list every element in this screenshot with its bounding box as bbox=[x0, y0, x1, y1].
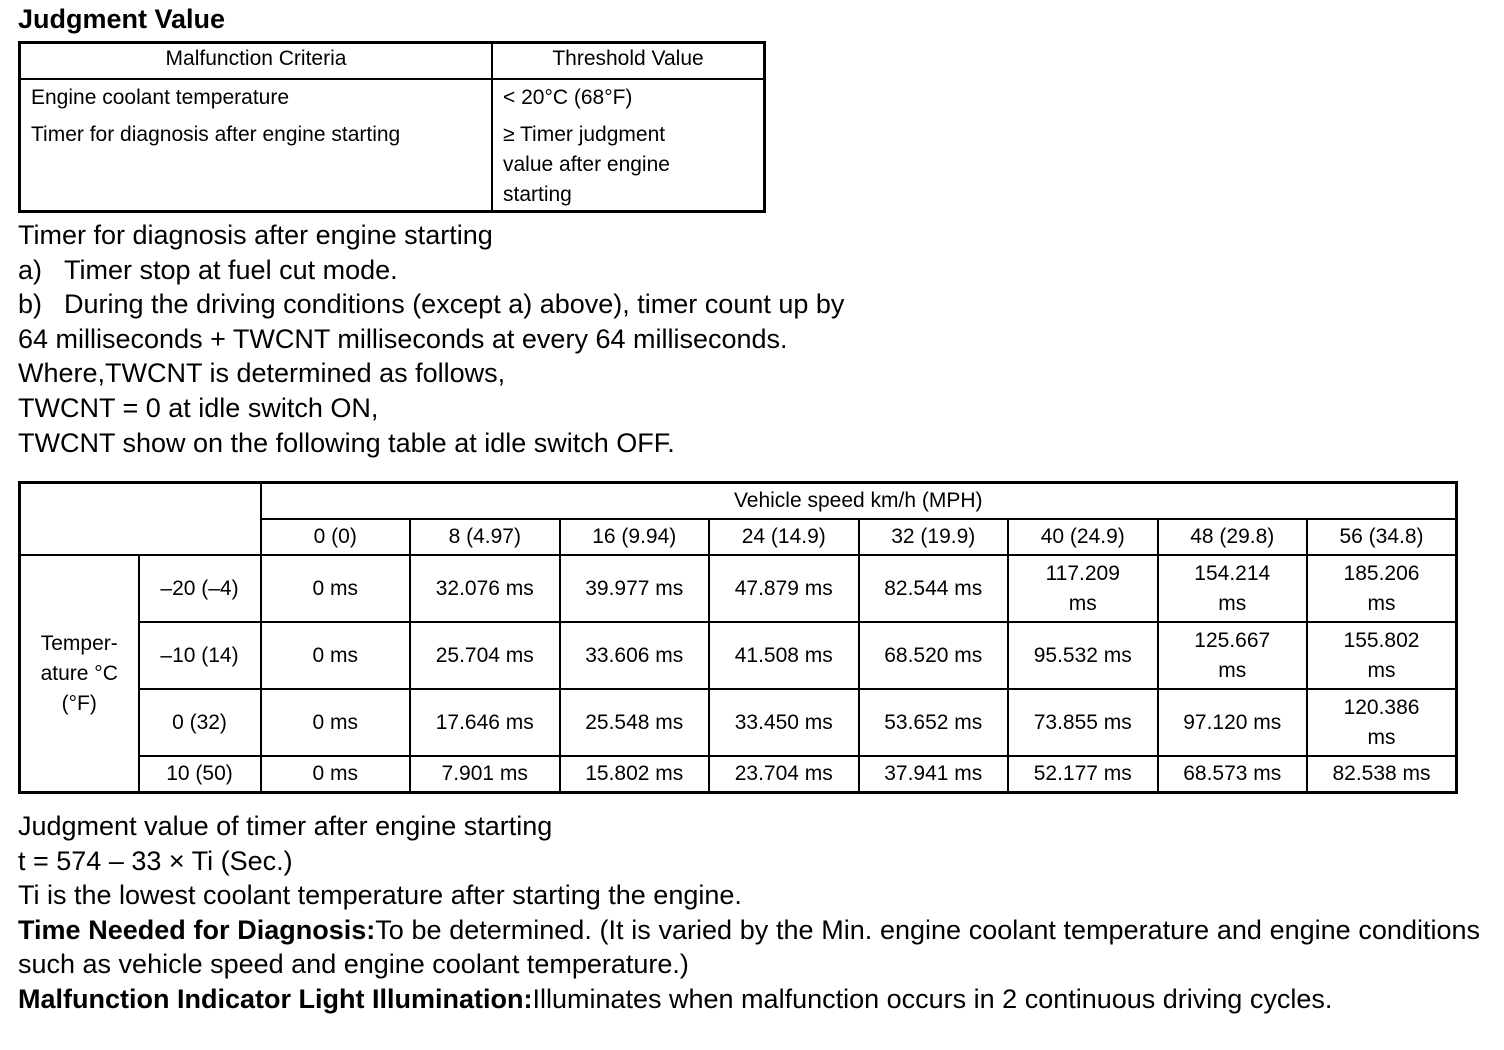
time-needed-text: To be determined. (It is varied by the Min. engine coolant temperature and engine conditions such as vehicle speed and engine coolant temperature.) bbox=[18, 914, 1480, 980]
value-cell: 47.879 ms bbox=[709, 555, 859, 622]
threshold-text: < 20°C (68°F) bbox=[503, 86, 633, 109]
criteria-table bbox=[18, 41, 766, 213]
list-text: Timer stop at fuel cut mode. bbox=[64, 254, 398, 285]
value-cell: 32.076 ms bbox=[410, 555, 560, 622]
value-cell: 0 ms bbox=[261, 622, 411, 689]
speed-cell: 8 (4.97) bbox=[410, 519, 560, 555]
corner-cell bbox=[20, 483, 261, 556]
speed-cell: 0 (0) bbox=[261, 519, 411, 555]
value-cell: 97.120 ms bbox=[1158, 689, 1308, 756]
criteria-cell bbox=[20, 79, 493, 212]
text-line: 64 milliseconds + TWCNT milliseconds at every 64 milliseconds. bbox=[18, 323, 788, 354]
criteria-header-row bbox=[20, 43, 765, 80]
judgment-section bbox=[18, 809, 1480, 1017]
temperature-cell: 0 (32) bbox=[139, 689, 261, 756]
temperature-header: Temper-ature °C (°F) bbox=[20, 555, 139, 793]
mil-label: Malfunction Indicator Light Illumination: bbox=[18, 983, 533, 1014]
temperature-cell: –20 (–4) bbox=[139, 555, 261, 622]
speed-cell: 48 (29.8) bbox=[1158, 519, 1308, 555]
value-cell: 0 ms bbox=[261, 555, 411, 622]
table-row bbox=[20, 555, 1457, 622]
list-marker: b) bbox=[18, 289, 43, 320]
twcnt-table bbox=[18, 481, 1458, 794]
value-cell: 120.386 ms bbox=[1307, 689, 1457, 756]
speed-cell: 16 (9.94) bbox=[560, 519, 710, 555]
threshold-header: Threshold Value bbox=[492, 43, 765, 80]
value-cell: 155.802 ms bbox=[1307, 622, 1457, 689]
value-cell: 82.538 ms bbox=[1307, 756, 1457, 793]
value-cell: 68.520 ms bbox=[859, 622, 1009, 689]
list-text: During the driving conditions (except a) above), timer count up by bbox=[64, 289, 845, 320]
value-cell: 0 ms bbox=[261, 689, 411, 756]
value-cell: 7.901 ms bbox=[410, 756, 560, 793]
value-cell: 154.214 ms bbox=[1158, 555, 1308, 622]
criterion-text: Engine coolant temperature bbox=[31, 86, 289, 109]
threshold-text: ≥ Timer judgment value after engine starting bbox=[503, 123, 670, 206]
time-needed-paragraph bbox=[18, 913, 1480, 982]
value-cell: 68.573 ms bbox=[1158, 756, 1308, 793]
text-line: TWCNT = 0 at idle switch ON, bbox=[18, 392, 379, 423]
list-item bbox=[18, 253, 1478, 288]
value-cell: 37.941 ms bbox=[859, 756, 1009, 793]
speed-cell: 56 (34.8) bbox=[1307, 519, 1457, 555]
mil-paragraph bbox=[18, 982, 1480, 1017]
criteria-header: Malfunction Criteria bbox=[20, 43, 493, 80]
value-cell: 82.544 ms bbox=[859, 555, 1009, 622]
speed-cell: 32 (19.9) bbox=[859, 519, 1009, 555]
value-cell: 39.977 ms bbox=[560, 555, 710, 622]
value-cell: 17.646 ms bbox=[410, 689, 560, 756]
value-cell: 0 ms bbox=[261, 756, 411, 793]
criteria-body-row bbox=[20, 79, 765, 212]
speed-cell: 24 (14.9) bbox=[709, 519, 859, 555]
judgment-title: Judgment value of timer after engine starting bbox=[18, 811, 553, 841]
temperature-cell: –10 (14) bbox=[139, 622, 261, 689]
list-item bbox=[18, 287, 1478, 322]
judgment-note: Ti is the lowest coolant temperature after starting the engine. bbox=[18, 880, 742, 911]
value-cell: 53.652 ms bbox=[859, 689, 1009, 756]
list-marker: a) bbox=[18, 254, 43, 285]
time-needed-label: Time Needed for Diagnosis: bbox=[18, 914, 376, 945]
value-cell: 25.548 ms bbox=[560, 689, 710, 756]
value-cell: 15.802 ms bbox=[560, 756, 710, 793]
speed-header: Vehicle speed km/h (MPH) bbox=[261, 483, 1457, 520]
table-row bbox=[20, 756, 1457, 793]
value-cell: 33.450 ms bbox=[709, 689, 859, 756]
value-cell: 125.667 ms bbox=[1158, 622, 1308, 689]
mil-text: Illuminates when malfunction occurs in 2 continuous driving cycles. bbox=[532, 983, 1333, 1014]
table-row bbox=[20, 622, 1457, 689]
judgment-formula: t = 574 – 33 × Ti (Sec.) bbox=[18, 845, 293, 876]
value-cell: 23.704 ms bbox=[709, 756, 859, 793]
speed-cell: 40 (24.9) bbox=[1008, 519, 1158, 555]
temperature-cell: 10 (50) bbox=[139, 756, 261, 793]
value-cell: 117.209 ms bbox=[1008, 555, 1158, 622]
value-cell: 95.532 ms bbox=[1008, 622, 1158, 689]
section-heading: Judgment Value bbox=[18, 4, 226, 34]
criterion-text: Timer for diagnosis after engine starting bbox=[31, 123, 401, 146]
threshold-cell bbox=[492, 79, 765, 212]
value-cell: 33.606 ms bbox=[560, 622, 710, 689]
text-line: TWCNT show on the following table at idle switch OFF. bbox=[18, 427, 675, 458]
value-cell: 52.177 ms bbox=[1008, 756, 1158, 793]
timer-description bbox=[18, 218, 1478, 460]
value-cell: 185.206 ms bbox=[1307, 555, 1457, 622]
table-row bbox=[20, 689, 1457, 756]
timer-title: Timer for diagnosis after engine starting bbox=[18, 220, 493, 250]
text-line: Where,TWCNT is determined as follows, bbox=[18, 358, 506, 389]
value-cell: 41.508 ms bbox=[709, 622, 859, 689]
speed-header-row bbox=[20, 483, 1457, 520]
value-cell: 73.855 ms bbox=[1008, 689, 1158, 756]
value-cell: 25.704 ms bbox=[410, 622, 560, 689]
